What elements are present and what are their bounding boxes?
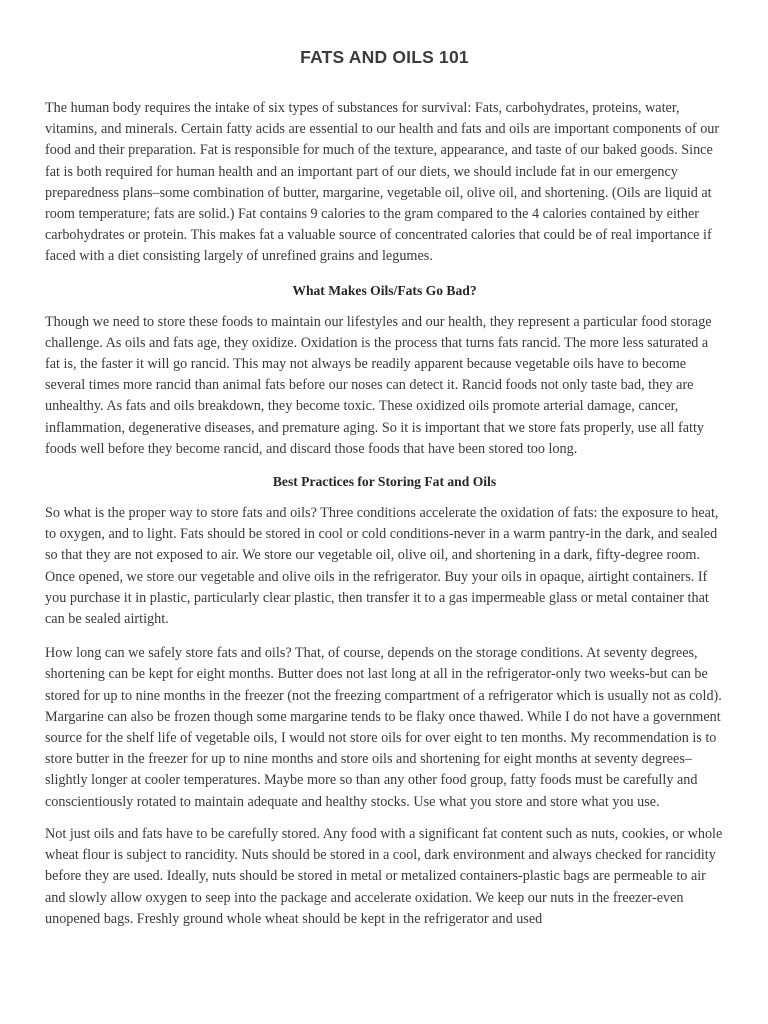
storage-duration-paragraph: How long can we safely store fats and oils? That, of course, depends on the storage conditions. At seventy degrees, shortening can be kept for eight months. Butter does not last long at all in the refrigerator-only two weeks-but can be stored for up to nine months in the freezer (not the freezing compartment of a refrigerator which is usually not as cold). Margarine can also be frozen though some margarine tends to be flaky once thawed. While I do not have a government source for the shelf life of vegetable oils, I would not store oils for over eight to ten months. My recommendation is to store butter in the freezer for up to nine months and store oils and shortening for eight months at seventy degrees–slightly longer at cooler temperatures. Maybe more so than any other food group, fatty foods must be carefully and conscientiously rotated to maintain adequate and healthy stocks. Use what you store and store what you use. (45, 645, 722, 810)
storage-conditions-paragraph: So what is the proper way to store fats and oils? Three conditions accelerate the oxidation of fats: the exposure to heat, to oxygen, and to light. Fats should be stored in cool or cold conditions-never in a warm pantry-in the dark, and sealed so that they are not exposed to air. We store our vegetable oil, olive oil, and shortening in a dark, fifty-degree room. Once opened, we store our vegetable and olive oils in the refrigerator. Buy your oils in opaque, airtight containers. If you purchase it in plastic, particularly clear plastic, then transfer it to a gas impermeable glass or metal container that can be sealed airtight. (45, 505, 719, 628)
intro-paragraph: The human body requires the intake of six types of substances for survival: Fats, carbohydrates, proteins, water, vitamins, and minerals. Certain fatty acids are essential to our health and fats and oils are important components of our food and their preparation. Fat is responsible for much of the texture, appearance, and taste of our baked goods. Since fat is both required for human health and an important part of our diets, we should include fat in our emergency preparedness plans–some combination of butter, margarine, vegetable oil, olive oil, and shortening. (Oils are liquid at room temperature; fats are solid.) Fat contains 9 calories to the gram compared to the 4 calories contained by either carbohydrates or protein. This makes fat a valuable source of concentrated calories that could be of real importance if faced with a diet consisting largely of unrefined grains and legumes. (45, 100, 720, 265)
document-title: FATS AND OILS 101 (300, 47, 469, 67)
other-foods-paragraph: Not just oils and fats have to be carefully stored. Any food with a significant fat content such as nuts, cookies, or whole wheat flour is subject to rancidity. Nuts should be stored in a cool, dark environment and always checked for rancidity before they are used. Ideally, nuts should be stored in metal or metalized containers-plastic bags are permeable to air and slowly allow oxygen to seep into the package and accelerate oxidation. We keep our nuts in the freezer-even unopened bags. Freshly ground whole wheat should be kept in the refrigerator and used (45, 825, 723, 927)
section-heading-best-practices: Best Practices for Storing Fat and Oils (272, 474, 497, 490)
oxidation-paragraph: Though we need to store these foods to maintain our lifestyles and our health, they represent a particular food storage challenge. As oils and fats age, they oxidize. Oxidation is the process that turns fats rancid. The more less saturated a fat is, the faster it will go rancid. This may not always be readily apparent because vegetable oils have to become several times more rancid than animal fats before our noses can detect it. Rancid foods not only taste bad, they are unhealthy. As fats and oils breakdown, they become toxic. These oxidized oils promote arterial damage, cancer, inflammation, degenerative diseases, and premature aging. So it is important that we store fats properly, use all fatty foods well before they become rancid, and discard those foods that have been stored too long. (45, 313, 712, 457)
section-heading-oils-go-bad: What Makes Oils/Fats Go Bad? (292, 282, 477, 298)
